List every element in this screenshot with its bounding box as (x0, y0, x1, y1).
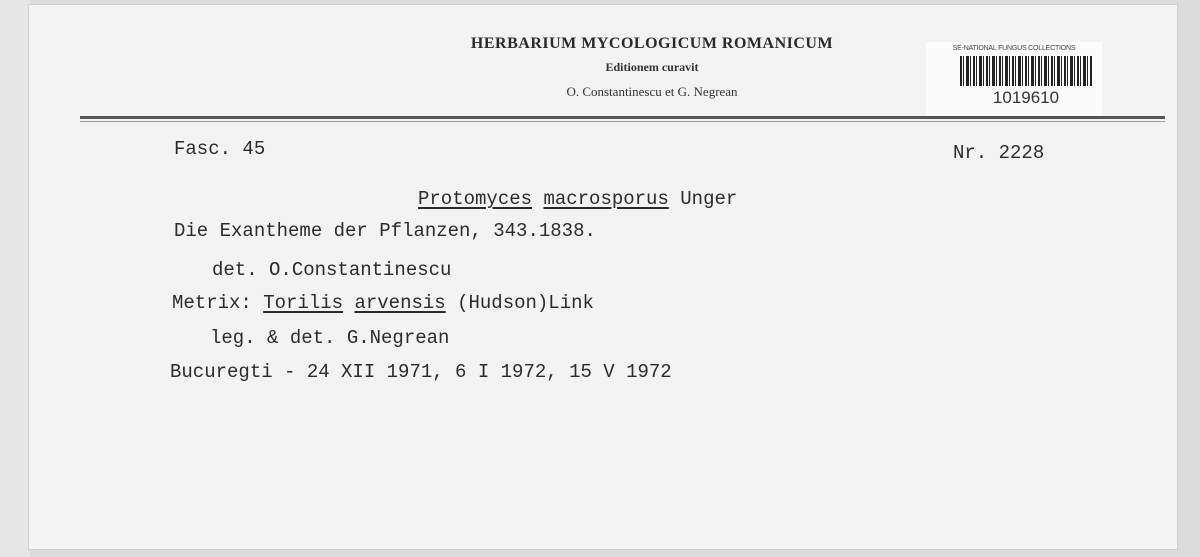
host-author: (Hudson)Link (457, 292, 594, 314)
species-epithet: macrosporus (543, 188, 669, 210)
matrix-prefix: Metrix: (172, 292, 252, 314)
specimen-number: Nr. 2228 (953, 142, 1045, 164)
barcode-bars (960, 56, 1092, 86)
locality-dates-line: Bucuregti - 24 XII 1971, 6 I 1972, 15 V 1972 (170, 361, 672, 383)
collector-line: leg. & det. G.Negrean (210, 327, 450, 349)
species-genus: Protomyces (418, 188, 533, 210)
species-author: Unger (680, 188, 738, 210)
header-divider (80, 116, 1165, 119)
host-epithet: arvensis (354, 292, 446, 314)
host-genus: Torilis (263, 292, 344, 314)
barcode-sticker (926, 42, 1102, 116)
header-divider-thin (80, 121, 1165, 122)
barcode-number: 1019610 (992, 88, 1060, 107)
left-page-edge (0, 0, 30, 557)
host-matrix-line (172, 292, 594, 314)
literature-citation: Die Exantheme der Pflanzen, 343.1838. (174, 220, 596, 242)
label-header (28, 4, 1178, 119)
herbarium-editors: O. Constantinescu et G. Negrean (566, 84, 738, 99)
herbarium-subtitle: Editionem curavit (605, 60, 699, 74)
herbarium-title: HERBARIUM MYCOLOGICUM ROMANICUM (470, 35, 834, 52)
barcode-caption: SE-NATIONAL FUNGUS COLLECTIONS (952, 45, 1076, 52)
determiner-line: det. O.Constantinescu (212, 259, 452, 281)
fascicle-number: Fasc. 45 (174, 138, 266, 160)
species-name (418, 188, 737, 210)
herbarium-label (28, 4, 1178, 550)
